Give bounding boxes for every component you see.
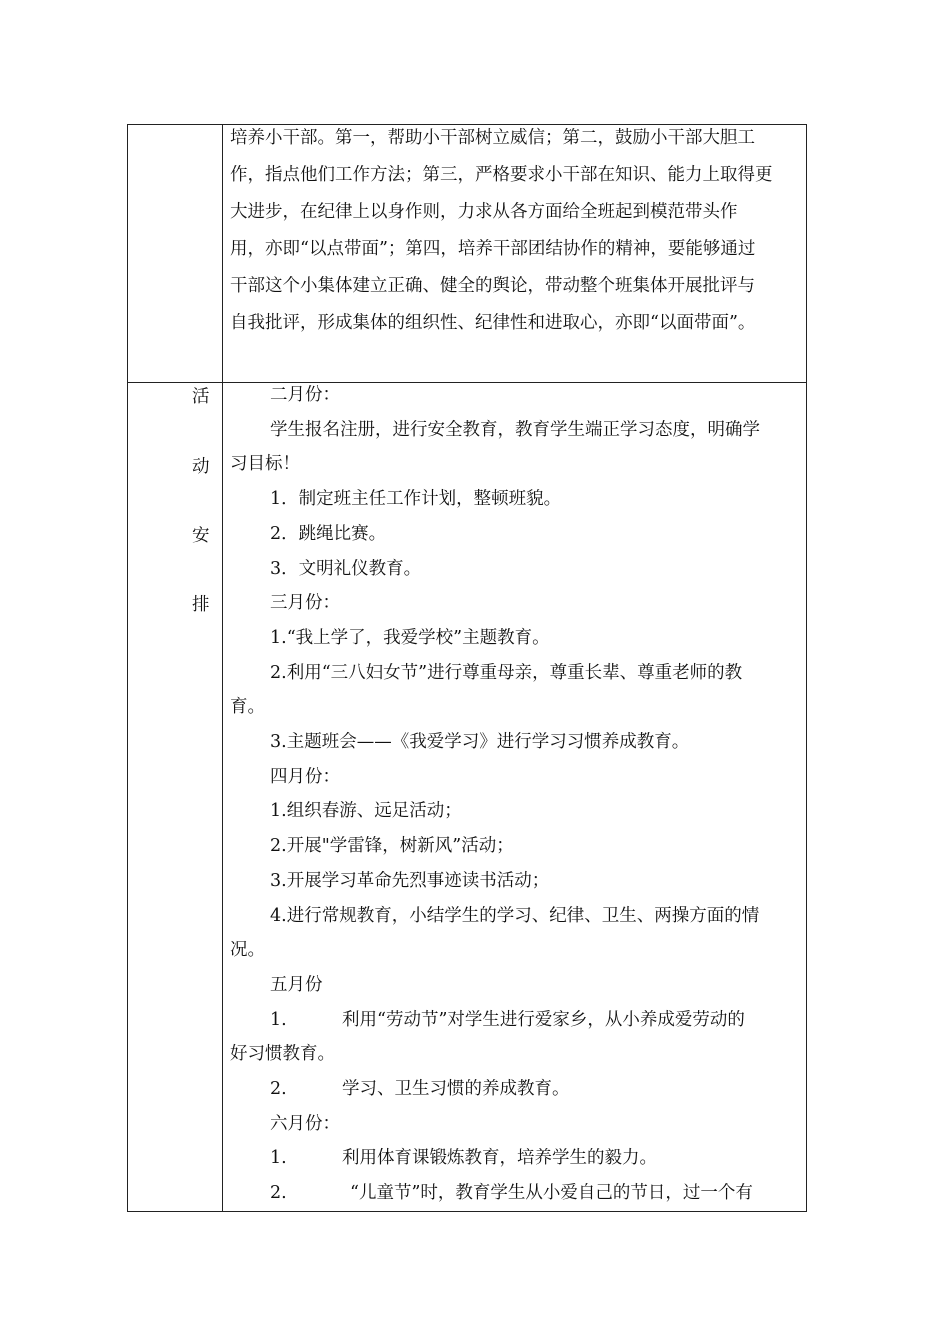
row1-line: 作，指点他们工作方法；第三，严格要求小干部在知识、能力上取得更 bbox=[230, 165, 773, 185]
item-text: “儿童节”时，教育学生从小爱自己的节日，过一个有 bbox=[350, 1183, 753, 1204]
row1-line: 培养小干部。第一，帮助小干部树立威信；第二，鼓励小干部大胆工 bbox=[230, 128, 755, 148]
row1-line: 用，亦即“以点带面”；第四，培养干部团结协作的精神，要能够通过 bbox=[230, 239, 756, 259]
item-number: 2. bbox=[270, 1079, 287, 1100]
plan-table bbox=[127, 124, 807, 1212]
schedule-line: 学生报名注册，进行安全教育，教育学生端正学习态度，明确学 bbox=[270, 419, 760, 440]
schedule-item: 3.主题班会——《我爱学习》进行学习习惯养成教育。 bbox=[270, 732, 690, 753]
schedule-item: 4.进行常规教育，小结学生的学习、纪律、卫生、两操方面的情 bbox=[270, 905, 760, 926]
month-heading: 五月份 bbox=[270, 974, 323, 995]
item-text: 学习、卫生习惯的养成教育。 bbox=[342, 1079, 570, 1100]
section-label-char: 动 bbox=[192, 457, 210, 477]
schedule-line: 习目标！ bbox=[230, 454, 300, 475]
schedule-line: 况。 bbox=[230, 940, 265, 961]
schedule-item: 3．文明礼仪教育。 bbox=[270, 558, 422, 579]
month-heading: 三月份： bbox=[270, 593, 340, 614]
section-label-char: 安 bbox=[192, 526, 210, 546]
row1-line: 大进步，在纪律上以身作则，力求从各方面给全班起到模范带头作 bbox=[230, 202, 738, 222]
schedule-item bbox=[230, 1176, 802, 1211]
item-number: 2. bbox=[270, 1183, 287, 1204]
schedule-item: 1．制定班主任工作计划，整顿班貌。 bbox=[270, 489, 562, 510]
schedule-item: 2．跳绳比赛。 bbox=[270, 523, 387, 544]
month-heading: 六月份： bbox=[270, 1113, 340, 1134]
section-label-char: 活 bbox=[192, 387, 210, 407]
row1-paragraph bbox=[230, 120, 802, 342]
section-label-char: 排 bbox=[192, 595, 210, 615]
schedule-item: 3.开展学习革命先烈事迹读书活动； bbox=[270, 870, 550, 891]
schedule-line: 好习惯教育。 bbox=[230, 1044, 335, 1065]
schedule-item bbox=[230, 1141, 802, 1176]
schedule-item: 1.组织春游、远足活动； bbox=[270, 801, 462, 822]
schedule-line: 育。 bbox=[230, 697, 265, 718]
schedule-item bbox=[230, 1072, 802, 1107]
row1-line: 干部这个小集体建立正确、健全的舆论，带动整个班集体开展批评与 bbox=[230, 276, 755, 296]
item-text: 利用“劳动节”对学生进行爱家乡，从小养成爱劳动的 bbox=[342, 1009, 745, 1030]
schedule-item bbox=[230, 1003, 802, 1038]
item-text: 利用体育课锻炼教育，培养学生的毅力。 bbox=[342, 1148, 657, 1169]
item-number: 1. bbox=[270, 1148, 287, 1169]
item-number: 1. bbox=[270, 1009, 287, 1030]
row1-line: 自我批评，形成集体的组织性、纪律性和进取心，亦即“以面带面”。 bbox=[230, 313, 756, 333]
column-divider bbox=[222, 125, 223, 1211]
month-heading: 四月份： bbox=[270, 766, 340, 787]
schedule-item: 2.利用“三八妇女节”进行尊重母亲，尊重长辈、尊重老师的教 bbox=[270, 662, 743, 683]
schedule-item: 1.“我上学了，我爱学校”主题教育。 bbox=[270, 627, 550, 648]
month-heading: 二月份： bbox=[270, 385, 340, 405]
activity-schedule bbox=[230, 378, 802, 1211]
schedule-item: 2.开展"学雷锋，树新风”活动； bbox=[270, 836, 514, 857]
